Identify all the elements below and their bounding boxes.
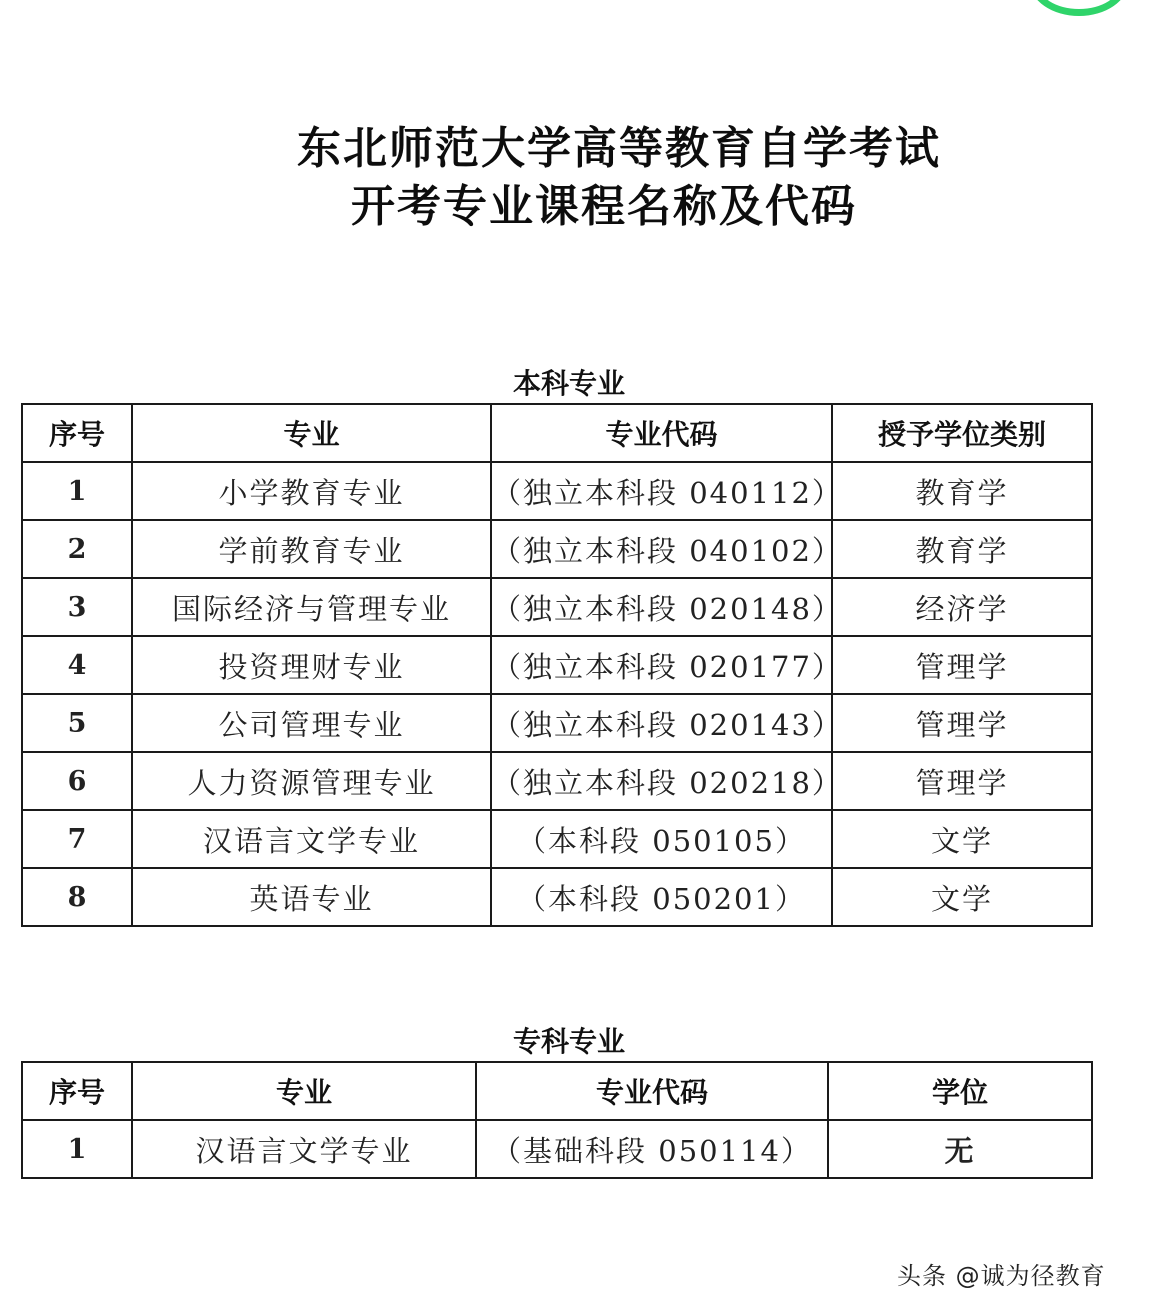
associate-section-heading: 专科专业 [512,1025,625,1058]
table-header-row [22,404,1092,462]
column-header-major: 专业 [132,1062,476,1120]
table-header-row [22,1062,1092,1120]
row-code: （独立本科段 040102） [491,520,832,578]
row-degree: 教育学 [832,520,1092,578]
row-degree: 文学 [832,810,1092,868]
row-major: 汉语言文学专业 [132,810,491,868]
column-header-degree: 授予学位类别 [832,404,1092,462]
row-code: （基础科段 050114） [476,1120,828,1178]
row-code: （独立本科段 040112） [491,462,832,520]
row-degree: 管理学 [832,636,1092,694]
row-code: （独立本科段 020177） [491,636,832,694]
row-code: （本科段 050201） [491,868,832,926]
row-degree: 教育学 [832,462,1092,520]
row-code: （独立本科段 020218） [491,752,832,810]
column-header-index: 序号 [22,1062,132,1120]
table-row [22,636,1092,694]
row-code: （独立本科段 020143） [491,694,832,752]
row-index: 4 [22,636,132,694]
table-row [22,694,1092,752]
row-major: 汉语言文学专业 [132,1120,476,1178]
row-major: 国际经济与管理专业 [132,578,491,636]
undergrad-majors-table [21,403,1093,927]
row-major: 人力资源管理专业 [132,752,491,810]
row-index: 6 [22,752,132,810]
row-major: 公司管理专业 [132,694,491,752]
row-index: 3 [22,578,132,636]
table-row [22,462,1092,520]
column-header-index: 序号 [22,404,132,462]
table-row [22,1120,1092,1178]
row-index: 1 [22,1120,132,1178]
row-index: 5 [22,694,132,752]
table-row [22,810,1092,868]
row-degree: 管理学 [832,752,1092,810]
row-index: 7 [22,810,132,868]
document-title-line1: 东北师范大学高等教育自学考试 [297,123,941,174]
document-title-line2: 开考专业课程名称及代码 [351,181,857,232]
row-degree: 文学 [832,868,1092,926]
column-header-major: 专业 [132,404,491,462]
row-major: 学前教育专业 [132,520,491,578]
row-code: （本科段 050105） [491,810,832,868]
undergrad-section-heading: 本科专业 [512,367,625,400]
source-watermark: 头条 @诚为径教育 [897,1262,1106,1290]
row-major: 英语专业 [132,868,491,926]
row-major: 投资理财专业 [132,636,491,694]
row-index: 2 [22,520,132,578]
table-row [22,752,1092,810]
row-degree: 经济学 [832,578,1092,636]
column-header-degree: 学位 [828,1062,1092,1120]
column-header-code: 专业代码 [491,404,832,462]
associate-majors-table [21,1061,1093,1179]
column-header-code: 专业代码 [476,1062,828,1120]
green-arc-decoration [1030,0,1128,16]
row-major: 小学教育专业 [132,462,491,520]
table-row [22,520,1092,578]
table-row [22,868,1092,926]
row-code: （独立本科段 020148） [491,578,832,636]
row-index: 8 [22,868,132,926]
row-index: 1 [22,462,132,520]
row-degree: 无 [828,1120,1092,1178]
row-degree: 管理学 [832,694,1092,752]
table-row [22,578,1092,636]
